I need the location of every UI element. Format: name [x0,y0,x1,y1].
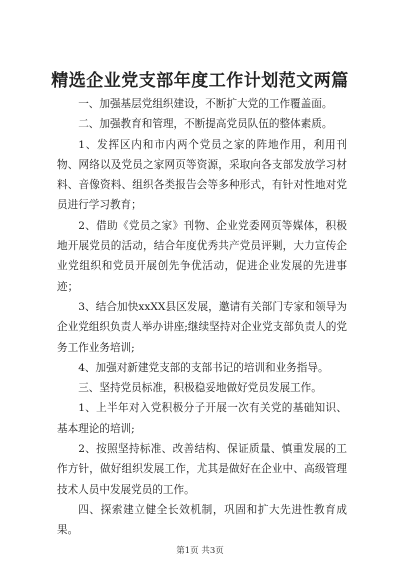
paragraph-section-3: 三、坚持党员标准，积极稳妥地做好党员发展工作。 [78,382,322,395]
paragraph-section-4: 四、探索建立健全长效机制，巩固和扩大先进性教育成果。 [57,503,347,537]
document-body [57,94,347,541]
page-number-footer: 第1页 共3页 [176,546,224,556]
paragraph-item-2-2: 2、借助《党员之家》刊物、企业党委网页等媒体，积极地开展党员的活动，结合年度优秀共产党员评剿，大力宣传企业党组织和党员开展创先争优活动，促进企业发展的先进事迹； [57,219,347,293]
paragraph-item-2-4: 4、加强对新建党支部的支部书记的培训和业务指导。 [78,361,329,374]
paragraph-item-3-1: 1、上半年对入党积极分子开展一次有关党的基础知识、基本理论的培训; [57,402,347,435]
paragraph-item-2-3: 3、结合加快xxXX县区发展，邀请有关部门专家和领导为企业党组织负责人举办讲座;继续坚持对企业党支部负责人的党务工作业务培训; [57,300,347,354]
paragraph-item-2-1: 1、发挥区内和市内两个党员之家的阵地作用，利用刊物、网络以及党员之家网页等资源，采取向各支部发放学习材料、音像资料、组织各类报告会等多种形式，有针对性地对党员进行学习教育； [57,138,347,212]
paragraph-section-2: 二、加强教育和管理，不断提高党员队伍的整体素质。 [78,118,333,131]
paragraph-section-1: 一、加强基层党组织建设，不断扩大党的工作覆盖面。 [78,98,333,110]
document-title: 精选企业党支部年度工作计划范文两篇 [51,71,349,91]
paragraph-item-3-2: 2、按照坚持标准、改善结构、保证质量、慎重发展的工作方针，做好组织发展工作，尤其是做好在企业中、高级管理技术人员中发展党员的工作。 [57,443,347,496]
